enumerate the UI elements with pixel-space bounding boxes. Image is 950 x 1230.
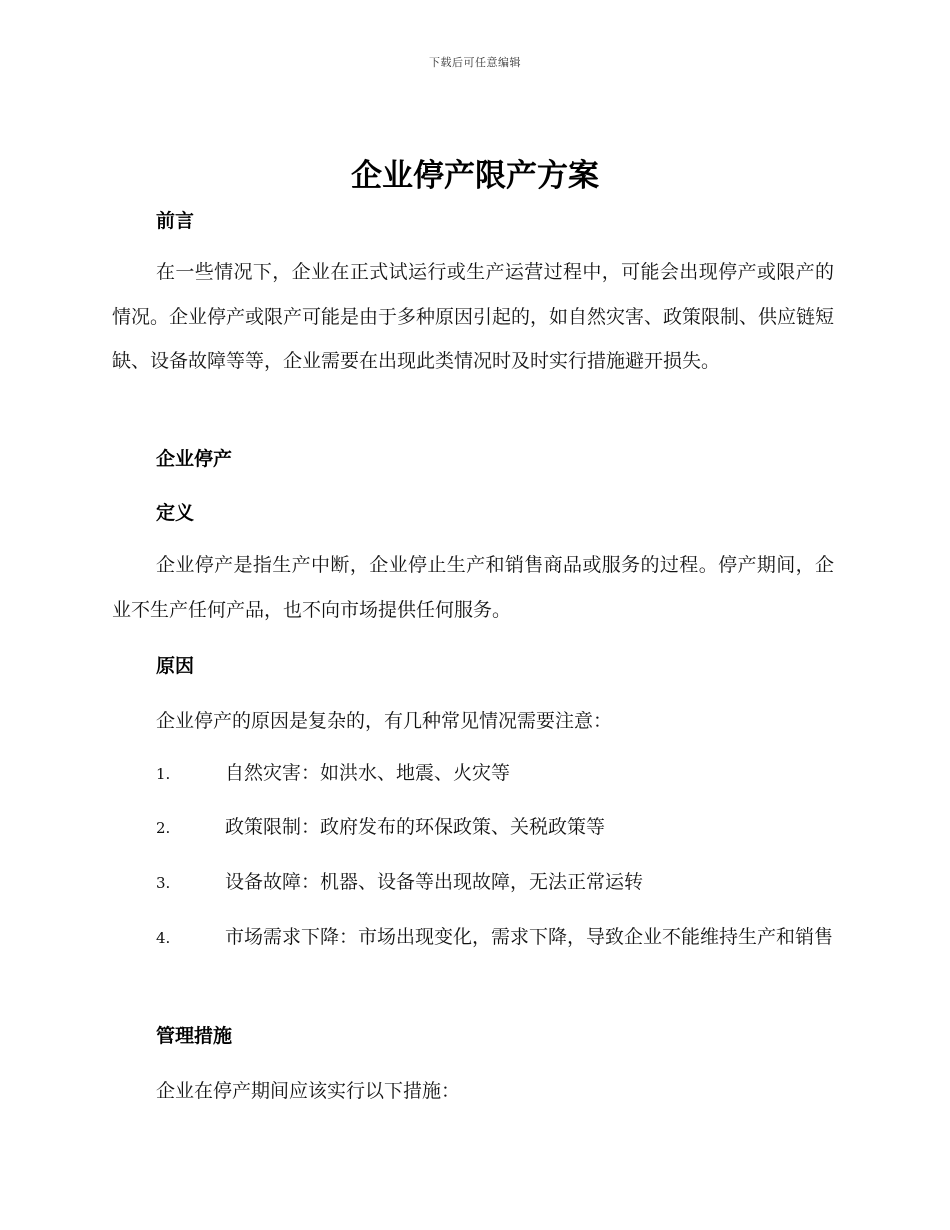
list-item-number: 2. — [156, 819, 171, 837]
section-heading-shutdown: 企业停产 — [156, 448, 233, 470]
subsection-heading-definition: 定义 — [156, 502, 195, 524]
document-title: 企业停产限产方案 — [351, 158, 599, 194]
list-item — [112, 915, 834, 961]
paragraph-measures-intro: 企业在停产期间应该实行以下措施： — [156, 1080, 461, 1102]
list-item-number: 1. — [156, 765, 171, 783]
list-item-text: 政策限制：政府发布的环保政策、关税政策等 — [225, 816, 606, 838]
subsection-heading-causes: 原因 — [156, 655, 195, 677]
list-item-number: 3. — [156, 874, 171, 892]
list-item-text: 市场需求下降：市场出现变化，需求下降，导致企业不能维持生产和销售 — [225, 926, 834, 948]
page-header: 下载后可任意编辑 — [429, 56, 521, 69]
list-item-number: 4. — [156, 929, 171, 947]
list-item — [112, 805, 834, 851]
paragraph-causes-intro: 企业停产的原因是复杂的，有几种常见情况需要注意： — [156, 710, 613, 732]
list-item-text: 设备故障：机器、设备等出现故障，无法正常运转 — [225, 871, 644, 893]
subsection-heading-measures: 管理措施 — [156, 1025, 233, 1047]
paragraph-definition: 企业停产是指生产中断，企业停止生产和销售商品或服务的过程。停产期间，企业不生产任何产品，也不向市场提供任何服务。 — [112, 554, 834, 621]
list-item-text: 自然灾害：如洪水、地震、火灾等 — [225, 762, 511, 784]
list-item — [112, 860, 834, 906]
section-heading-preface: 前言 — [156, 210, 195, 232]
list-item — [112, 751, 834, 797]
paragraph-preface: 在一些情况下，企业在正式试运行或生产运营过程中，可能会出现停产或限产的情况。企业停产或限产可能是由于多种原因引起的，如自然灾害、政策限制、供应链短缺、设备故障等等，企业需要在出现此类情况时及时实行措施避开损失。 — [112, 261, 835, 372]
